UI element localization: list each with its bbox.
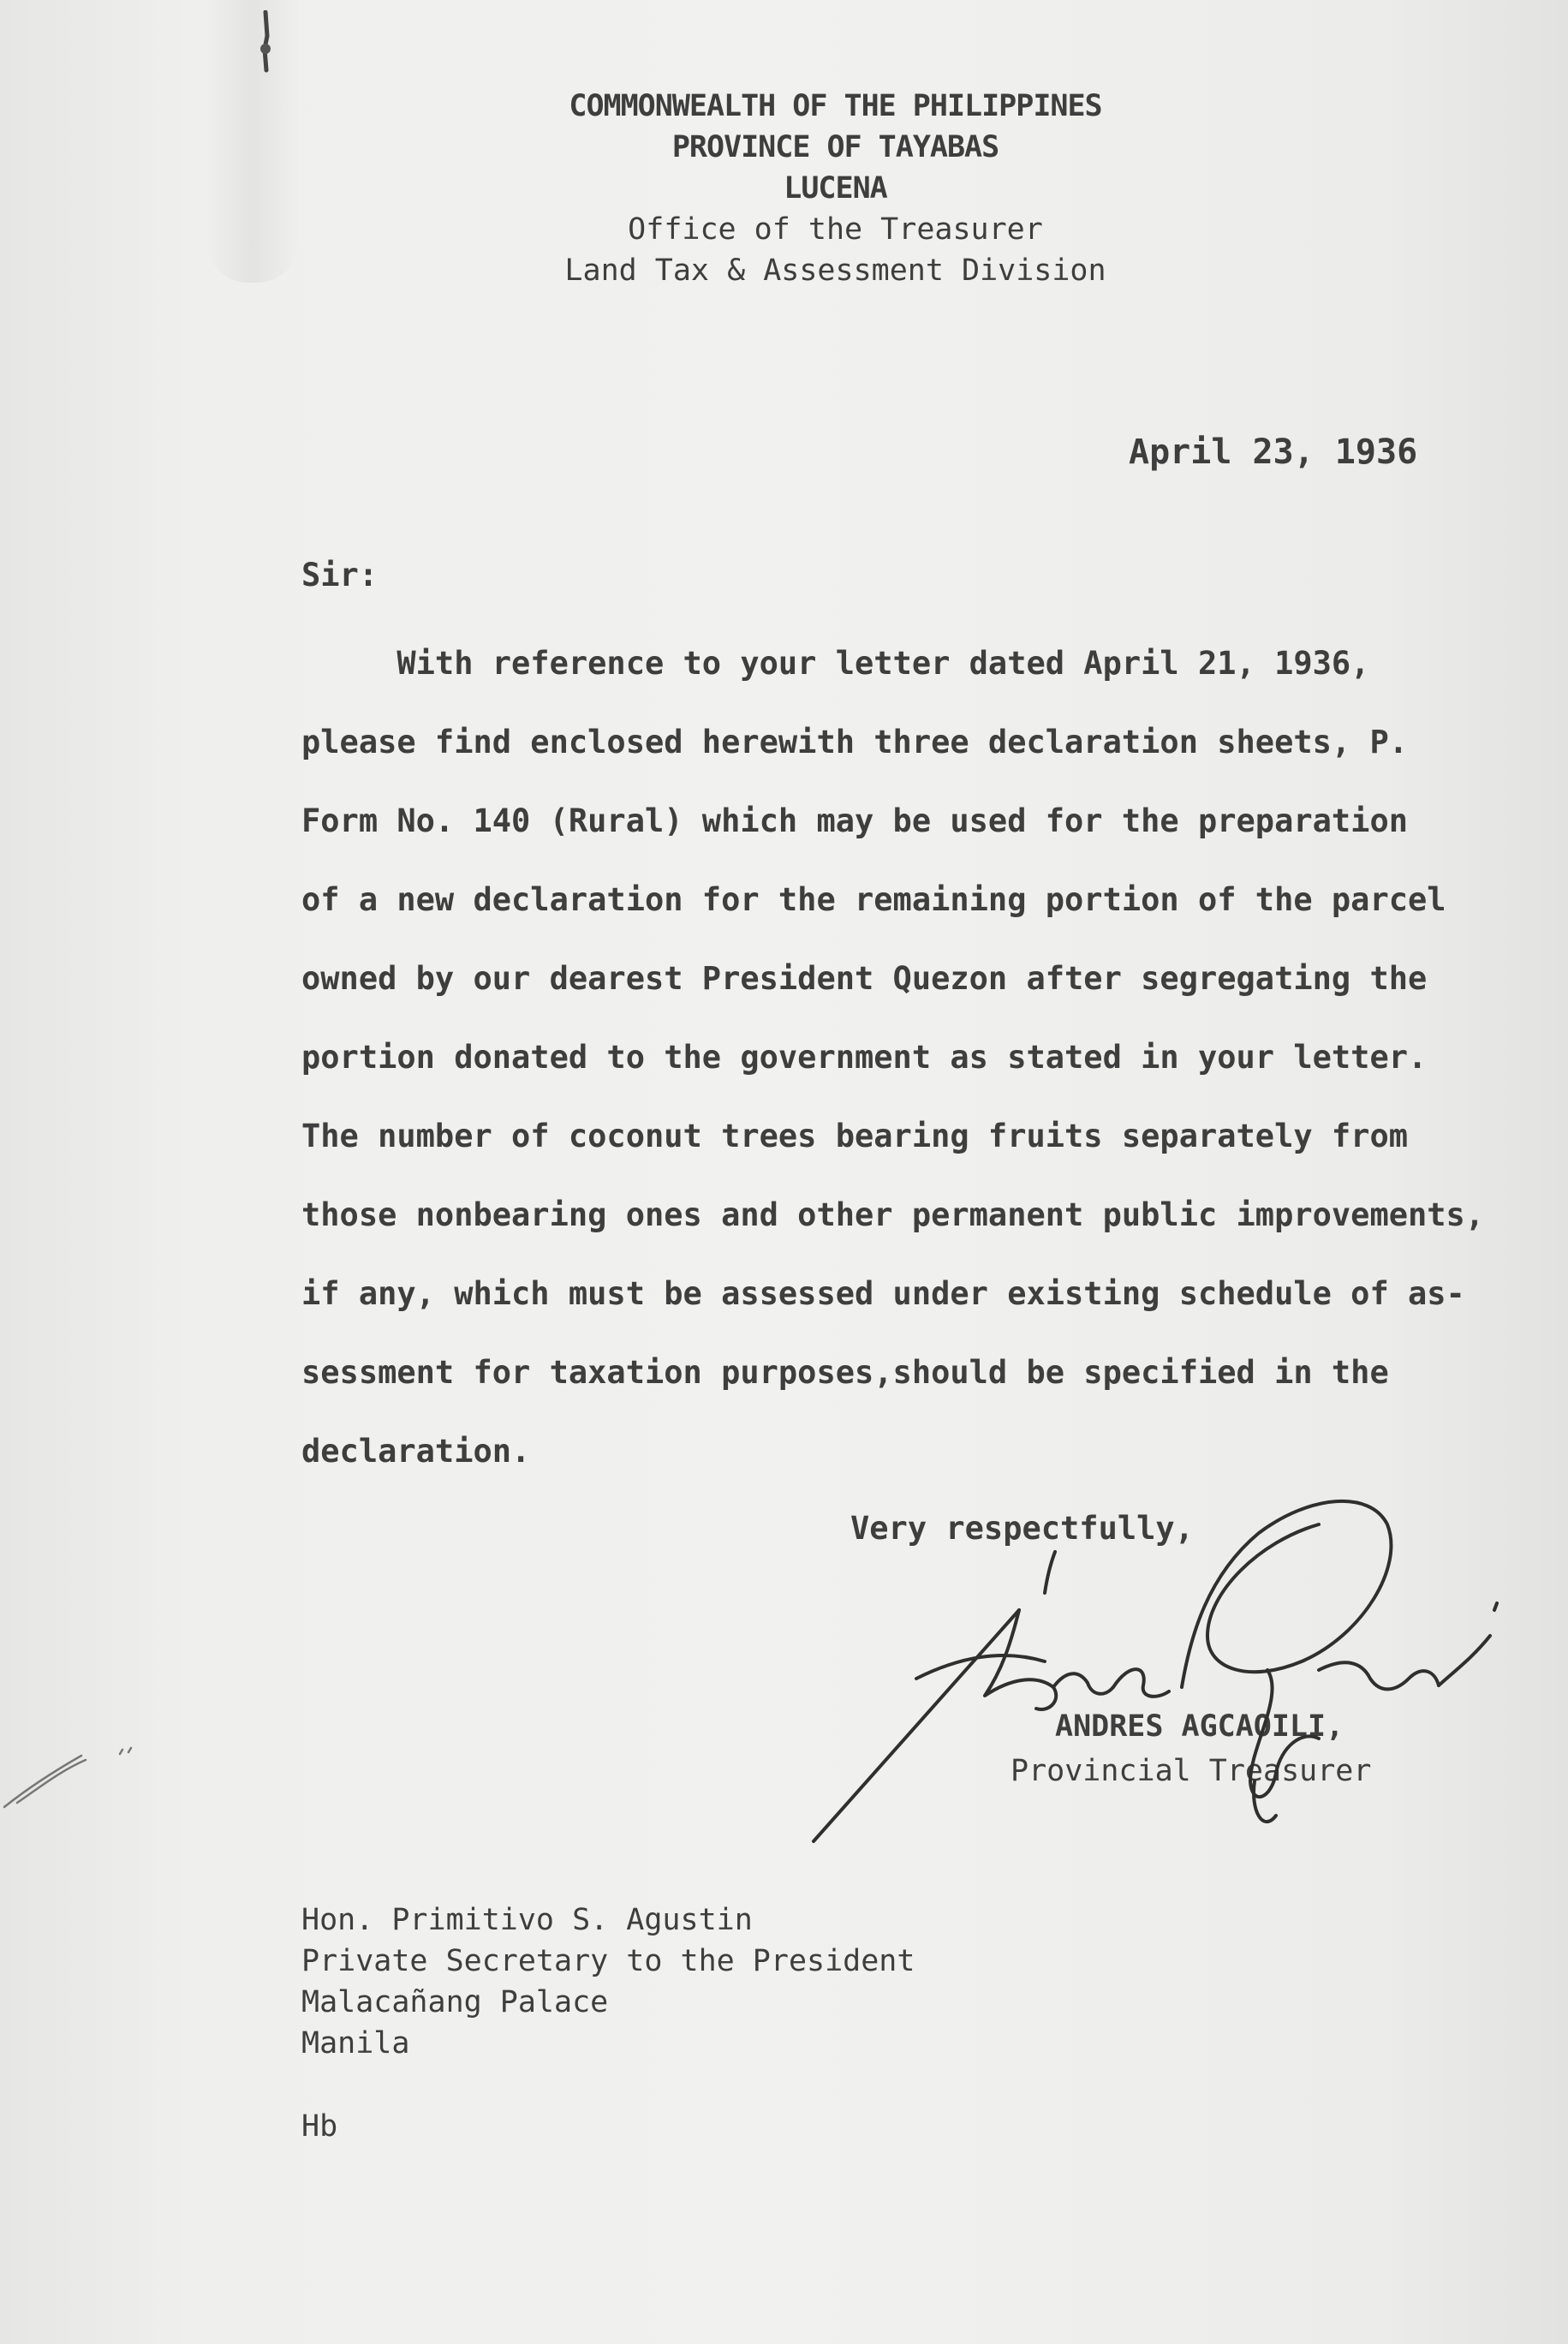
body-line: those nonbearing ones and other permanent public improvements, [301,1196,1485,1233]
letterhead-office: Office of the Treasurer [628,212,1043,247]
typist-initials: Hb [301,2109,338,2144]
letterhead-line: COMMONWEALTH OF THE PHILIPPINES [569,89,1102,123]
letterhead-line: LUCENA [784,171,887,206]
letter-body [301,638,1484,1505]
body-line: With reference to your letter dated April 21, 1936, [301,645,1370,682]
pin-icon [257,10,274,79]
letter-date: April 23, 1936 [1129,432,1418,472]
addressee-block [301,1900,915,2064]
letterhead-division: Land Tax & Assessment Division [564,253,1106,288]
addressee-place: Malacañang Palace [301,1985,609,2019]
body-line: portion donated to the government as stated in your letter. [301,1039,1428,1076]
body-line: The number of coconut trees bearing fruits separately from [301,1118,1409,1154]
addressee-title: Private Secretary to the President [301,1944,915,1978]
body-line: please find enclosed herewith three declaration sheets, P. [301,724,1409,760]
closing: Very respectfully, [850,1510,1194,1547]
addressee-name: Hon. Primitivo S. Agustin [301,1903,753,1937]
body-line: if any, which must be assessed under existing schedule of as- [301,1275,1465,1312]
handwritten-signature [805,1473,1524,1858]
body-line: owned by our dearest President Quezon after segregating the [301,960,1428,997]
body-line: Form No. 140 (Rural) which may be used for the preparation [301,802,1409,839]
signer-title: Provincial Treasurer [1011,1754,1372,1788]
letterhead-line: PROVINCE OF TAYABAS [671,130,999,164]
salutation: Sir: [301,557,379,593]
body-line: sessment for taxation purposes,should be specified in the [301,1354,1389,1391]
addressee-city: Manila [301,2026,410,2061]
signer-name: ANDRES AGCAOILI, [1055,1709,1344,1744]
body-line: of a new declaration for the remaining portion of the parcel [301,881,1446,918]
stray-pencil-mark [0,1721,171,1824]
body-line: declaration. [301,1433,531,1470]
letterhead [51,86,1568,291]
